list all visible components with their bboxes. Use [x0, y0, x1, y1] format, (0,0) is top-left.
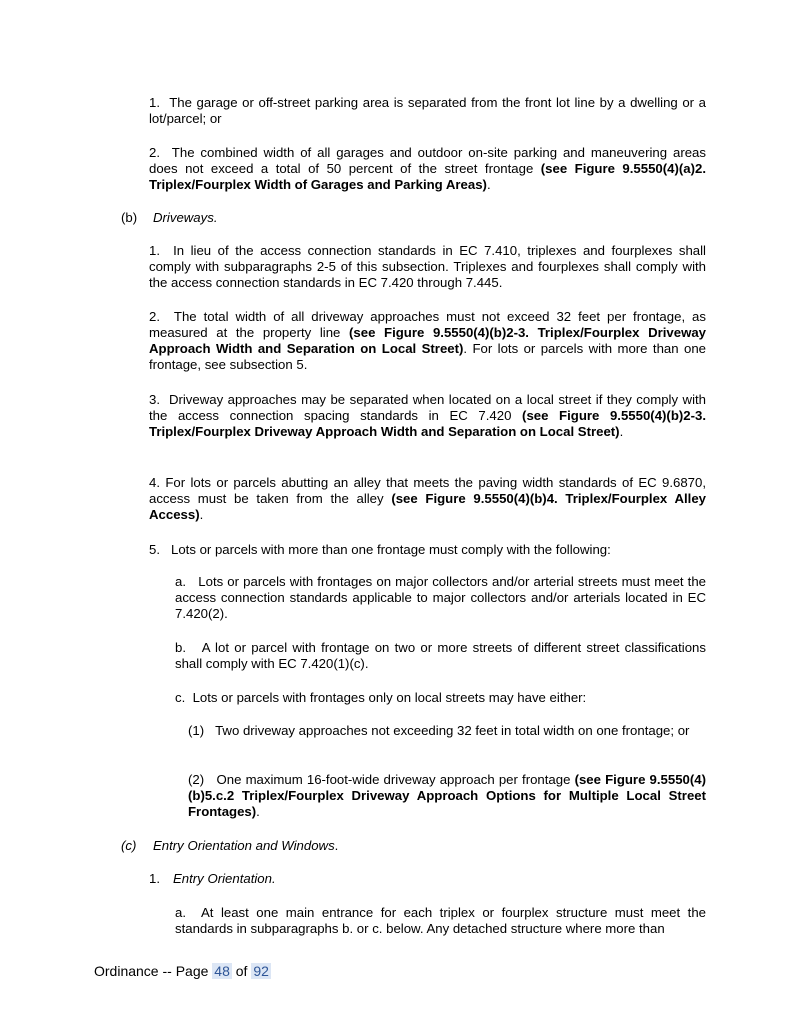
- para-b5b: b. A lot or parcel with frontage on two or more streets of different street classifications shall comply with EC 7.420(1)(c).: [175, 640, 706, 671]
- para-b5a: a. Lots or parcels with frontages on major collectors and/or arterial streets must meet the access connection standards applicable to major collectors and/or arterials located in EC 7.420(2).: [175, 574, 706, 621]
- para-1: 1. The garage or off-street parking area is separated from the front lot line by a dwelling or a lot/parcel; or: [149, 95, 706, 126]
- para-b2: 2. The total width of all driveway approaches must not exceed 32 feet per frontage, as measured at the property line (see Figure 9.5550(4)(b)2-3. Triplex/Fourplex Driveway Approach Width and Separation on Local Street). For lots or parcels with more than one frontage, see subsection 5.: [149, 309, 706, 372]
- page-footer: [94, 963, 271, 979]
- para-b5c1: (1) Two driveway approaches not exceeding 32 feet in total width on one frontage; or: [188, 723, 690, 738]
- para-b5c2: (2) One maximum 16-foot-wide driveway approach per frontage (see Figure 9.5550(4)(b)5.c.2 Triplex/Fourplex Driveway Approach Options for Multiple Local Street Frontages).: [188, 772, 706, 819]
- para-2: 2. The combined width of all garages and outdoor on-site parking and maneuvering areas does not exceed a total of 50 percent of the street frontage (see Figure 9.5550(4)(a)2. Triplex/Fourplex Width of Garages and Parking Areas).: [149, 145, 706, 192]
- figure-ref: (see Figure 9.5550(4)(a)2. Triplex/Fourplex Width of Garages and Parking Areas): [149, 161, 706, 192]
- para-b3: 3. Driveway approaches may be separated when located on a local street if they comply with the access connection spacing standards in EC 7.420 (see Figure 9.5550(4)(b)2-3. Triplex/Fourplex Driveway Approach Width and Separation on Local Street).: [149, 392, 706, 439]
- page-total: 92: [253, 963, 269, 979]
- figure-ref: (see Figure 9.5550(4)(b)4. Triplex/Fourplex Alley Access): [149, 491, 706, 522]
- page-number: 48: [214, 963, 230, 979]
- figure-ref: (see Figure 9.5550(4)(b)5.c.2 Triplex/Fourplex Driveway Approach Options for Multiple Local Street Frontages): [188, 772, 706, 819]
- figure-ref: (see Figure 9.5550(4)(b)2-3. Triplex/Fourplex Driveway Approach Width and Separation on Local Street): [149, 408, 706, 439]
- subsection-c1-heading: 1. Entry Orientation.: [149, 871, 276, 886]
- para-b5c: c. Lots or parcels with frontages only on local streets may have either:: [175, 690, 587, 705]
- para-b5: 5. Lots or parcels with more than one frontage must comply with the following:: [149, 542, 611, 557]
- footer-label: Ordinance -- Page: [94, 963, 209, 979]
- figure-ref: (see Figure 9.5550(4)(b)2-3. Triplex/Fourplex Driveway Approach Width and Separation on Local Street): [149, 325, 706, 356]
- footer-of: of: [235, 963, 248, 979]
- subsection-c-heading: (c) Entry Orientation and Windows.: [121, 838, 339, 853]
- para-c1a: a. At least one main entrance for each triplex or fourplex structure must meet the standards in subparagraphs b. or c. below. Any detached structure where more than: [175, 905, 706, 936]
- para-b1: 1. In lieu of the access connection standards in EC 7.410, triplexes and fourplexes shall comply with subparagraphs 2-5 of this subsection. Triplexes and fourplexes shall comply with the access connection standards in EC 7.420 through 7.445.: [149, 243, 706, 290]
- subsection-b-heading: (b) Driveways.: [121, 210, 218, 225]
- para-b4: 4. For lots or parcels abutting an alley that meets the paving width standards of EC 9.6870, access must be taken from the alley (see Figure 9.5550(4)(b)4. Triplex/Fourplex Alley Access).: [149, 475, 706, 522]
